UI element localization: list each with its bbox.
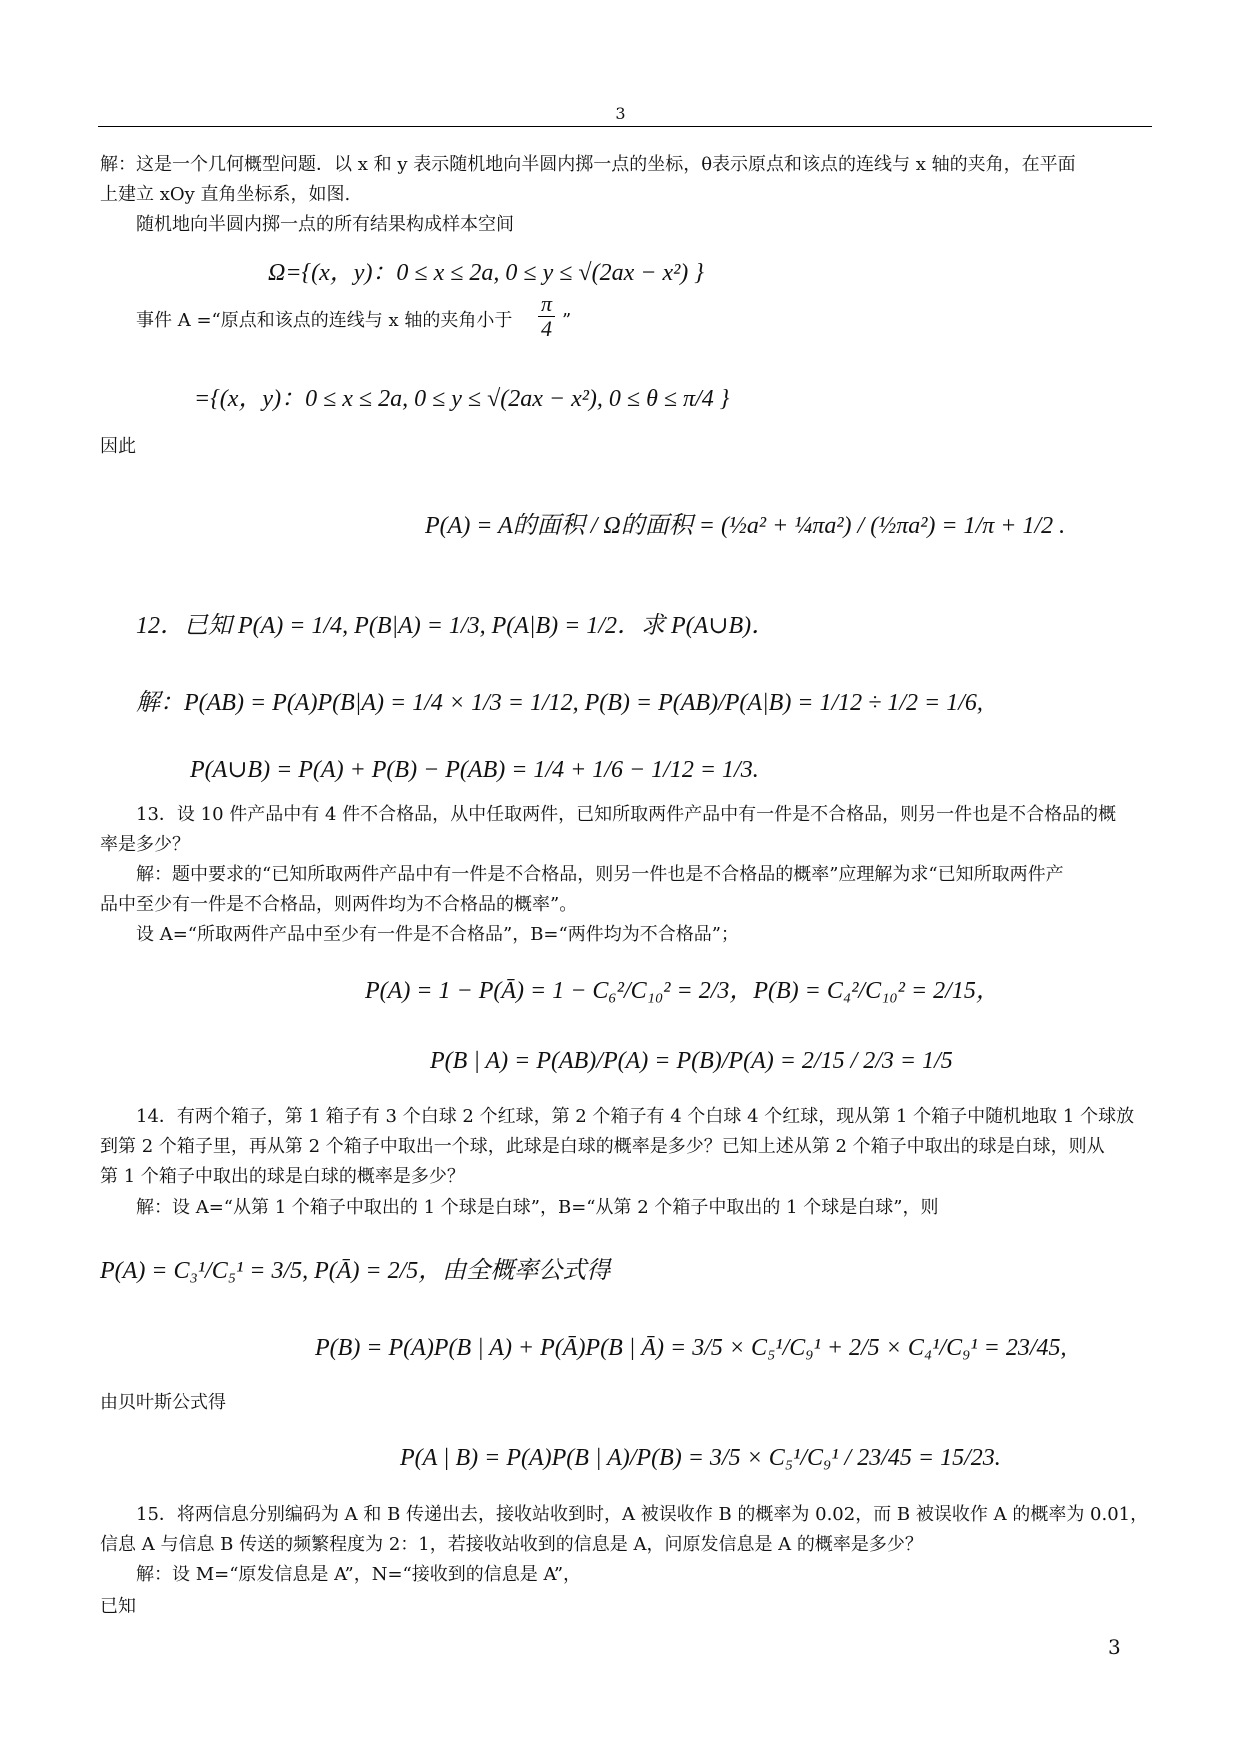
solution-13-line-1: 解：题中要求的“已知所取两件产品中有一件是不合格品，则另一件也是不合格品的概率”应理解为求“已知所取两件产 (136, 864, 1064, 885)
event-a-set: ={(x，y)：0 ≤ x ≤ 2a, 0 ≤ y ≤ √(2ax − x²), 0 ≤ θ ≤ π/4 } (194, 386, 730, 412)
solution-13-line-2: 品中至少有一件是不合格品，则两件均为不合格品的概率”。 (100, 894, 578, 915)
event-a-suffix: ” (562, 310, 572, 331)
question-15-line-1: 15．将两信息分别编码为 A 和 B 传递出去，接收站收到时，A 被误收作 B 的概率为 0.02，而 B 被误收作 A 的概率为 0.01， (136, 1504, 1149, 1525)
question-14-line-3: 第 1 个箱子中取出的球是白球的概率是多少？ (100, 1166, 465, 1187)
question-14-line-2: 到第 2 个箱子里，再从第 2 个箱子中取出一个球，此球是白球的概率是多少？已知上述从第 2 个箱子中取出的球是白球，则从 (100, 1136, 1105, 1157)
question-15-line-2: 信息 A 与信息 B 传送的频繁程度为 2：1，若接收站收到的信息是 A，问原发信息是 A 的概率是多少？ (100, 1534, 923, 1555)
question-12: 12．已知 P(A) = 1/4, P(B|A) = 1/3, P(A|B) = 1/2．求 P(A∪B)． (136, 613, 776, 639)
pa-area-formula: P(A) = A的面积 / Ω的面积 = (½a² + ¼πa²) / (½πa²) = 1/π + 1/2 . (425, 513, 1066, 539)
solution-11-line-2: 上建立 xOy 直角坐标系，如图. (100, 184, 351, 205)
header-rule (98, 126, 1152, 127)
omega-definition: Ω={(x，y)：0 ≤ x ≤ 2a, 0 ≤ y ≤ √(2ax − x²) } (268, 260, 704, 286)
pi-over-4-fraction: $\frac{\pi}{4}$ (535, 292, 558, 341)
solution-13-equation-2: P(B | A) = P(AB)/P(A) = P(B)/P(A) = 2/15 / 2/3 = 1/5 (430, 1048, 953, 1074)
solution-14-equation-2: P(A | B) = P(A)P(B | A)/P(B) = 3/5 × C₅¹/C₉¹ / 23/45 = 15/23. (400, 1445, 1001, 1471)
solution-13-line-3: 设 A=“所取两件产品中至少有一件是不合格品”，B=“两件均为不合格品”； (136, 924, 739, 945)
solution-11-line-1: 解：这是一个几何概型问题．以 x 和 y 表示随机地向半圆内掷一点的坐标，θ表示原点和该点的连线与 x 轴的夹角，在平面 (100, 154, 1076, 175)
question-13-line-1: 13．设 10 件产品中有 4 件不合格品，从中任取两件，已知所取两件产品中有一件是不合格品，则另一件也是不合格品的概 (136, 804, 1117, 825)
therefore-label: 因此 (100, 436, 136, 457)
header-page-number: 3 (615, 104, 626, 123)
footer-page-number: 3 (1108, 1635, 1121, 1659)
solution-14-line-1: 解：设 A=“从第 1 个箱子中取出的 1 个球是白球”，B=“从第 2 个箱子中取出的 1 个球是白球”，则 (136, 1197, 939, 1218)
event-a-prefix: 事件 A =“原点和该点的连线与 x 轴的夹角小于 (136, 310, 513, 331)
solution-12-line-2: P(A∪B) = P(A) + P(B) − P(AB) = 1/4 + 1/6 − 1/12 = 1/3. (190, 757, 759, 783)
solution-12-line-1: 解：P(AB) = P(A)P(B|A) = 1/4 × 1/3 = 1/12, P(B) = P(AB)/P(A|B) = 1/12 ÷ 1/2 = 1/6, (136, 690, 983, 716)
solution-14-equation-1: P(B) = P(A)P(B | A) + P(Ā)P(B | Ā) = 3/5 × C₅¹/C₉¹ + 2/5 × C₄¹/C₉¹ = 23/45, (315, 1335, 1067, 1361)
known-label: 已知 (100, 1596, 136, 1617)
bayes-label: 由贝叶斯公式得 (100, 1392, 226, 1413)
solution-13-equation-1: P(A) = 1 − P(Ā) = 1 − C₆²/C₁₀² = 2/3，P(B) = C₄²/C₁₀² = 2/15， (365, 978, 1000, 1004)
question-14-line-1: 14．有两个箱子，第 1 箱子有 3 个白球 2 个红球，第 2 个箱子有 4 个白球 4 个红球，现从第 1 个箱子中随机地取 1 个球放 (136, 1106, 1135, 1127)
solution-15-line-1: 解：设 M=“原发信息是 A”，N=“接收到的信息是 A”， (136, 1564, 582, 1585)
sample-space-intro: 随机地向半圆内掷一点的所有结果构成样本空间 (136, 214, 514, 235)
solution-14-line-2: P(A) = C₃¹/C₅¹ = 3/5, P(Ā) = 2/5，由全概率公式得 (100, 1258, 611, 1284)
question-13-line-2: 率是多少？ (100, 834, 190, 855)
